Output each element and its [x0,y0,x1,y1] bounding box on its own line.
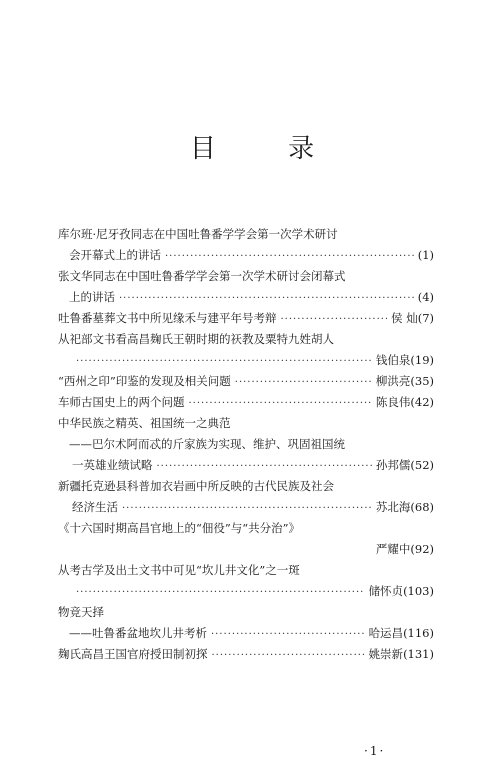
toc-entry-title: “西州之印”印鉴的发现及相关问题 [58,374,231,388]
toc-entry-title: 中华民族之精英、祖国统一之典范 [58,416,231,430]
toc-page-number: (1) [417,248,434,262]
toc-leader-dots [212,647,365,663]
toc-page-number: (103) [403,584,434,598]
toc-entry-title: 车师古国史上的两个问题 [58,395,185,409]
toc-author: 柳洪亮 [375,374,411,388]
toc-entry[interactable] [58,289,434,306]
toc-leader-dots [157,458,372,474]
toc-leader-dots [189,395,372,411]
toc-leader-dots [119,290,414,306]
toc-page-number: (42) [410,395,434,409]
toc-entry-title: 经济生活 [72,500,118,514]
toc-leader-dots [211,626,365,642]
toc-entry-title: 新疆托克逊县科普加衣岩画中所反映的古代民族及社会 [58,479,334,493]
toc-author: 储怀贞 [368,584,404,598]
toc-page-number: (68) [410,500,434,514]
toc-entry-title: 库尔班·尼牙孜同志在中国吐鲁番学学会第一次学术研讨 [58,227,338,241]
toc-leader-dots [165,248,414,264]
toc-leader-dots [235,374,372,390]
page-number: ·1· [364,744,386,758]
toc-leader-dots [76,584,365,600]
toc-author: 严耀中 [375,542,411,556]
toc-page-number: (4) [417,290,434,304]
toc-entry[interactable] [58,310,434,327]
toc-entry[interactable] [58,457,434,474]
toc-entry-title-line [58,226,434,243]
toc-entry-title: 物竞天择 [58,605,104,619]
toc-entry[interactable] [58,352,434,369]
toc-page-number: (116) [403,626,434,640]
toc-author: 陈良伟 [375,395,411,409]
toc-page-number: (131) [403,647,434,661]
toc-entry-title: 吐鲁番墓葬文书中所见缘禾与建平年号考辩 [58,311,277,325]
toc-page-number: (19) [410,353,434,367]
page-title: 目 录 [189,134,347,164]
toc-entry-title: 《十六国时期高昌官地上的“佃役”与“共分治”》 [58,521,301,535]
toc-entry-subtitle-line [58,436,434,453]
toc-entry[interactable] [58,625,434,642]
toc-entry[interactable] [58,373,434,390]
toc-author: 苏北海 [375,500,411,514]
toc-entry-title: 从祀部文书看高昌麹氏王朝时期的祆教及粟特九姓胡人 [58,332,334,346]
toc-entry-title-line [58,268,434,285]
table-of-contents [58,226,434,667]
toc-entry-title: 一英雄业绩试略 [72,458,153,472]
toc-entry-subtitle: ——巴尔术阿而忒的斤家族为实现、维护、巩固祖国统 [69,437,345,451]
toc-leader-dots [122,500,372,516]
toc-author: 孙邦儒 [375,458,411,472]
toc-entry-title: 麹氏高昌王国官府授田制初探 [58,647,208,661]
toc-author: 钱伯泉 [375,353,411,367]
toc-entry-title: 上的讲话 [69,290,115,304]
toc-author: 侯 灿 [391,311,418,325]
toc-entry-title: ——吐鲁番盆地坎儿井考析 [69,626,207,640]
toc-author: 哈运昌 [368,626,404,640]
toc-entry-title: 张文华同志在中国吐鲁番学学会第一次学术研讨会闭幕式 [58,269,346,283]
toc-entry[interactable] [58,646,434,663]
toc-entry[interactable] [58,247,434,264]
toc-entry-title-line [58,604,434,621]
toc-entry-title-line [58,478,434,495]
toc-entry-title-line [58,562,434,579]
toc-leader-dots [76,353,372,369]
toc-entry-title-line [58,331,434,348]
toc-entry[interactable] [58,541,434,558]
toc-entry-title: 会开幕式上的讲话 [69,248,161,262]
toc-leader-dots [281,311,388,327]
toc-page-number: (7) [417,311,434,325]
toc-page-number: (52) [410,458,434,472]
toc-entry-title-line [58,415,434,432]
toc-entry[interactable] [58,394,434,411]
toc-entry[interactable] [58,499,434,516]
toc-entry[interactable] [58,583,434,600]
toc-author: 姚崇新 [368,647,404,661]
toc-page-number: (92) [410,542,434,556]
toc-entry-title-line [58,520,434,537]
toc-page-number: (35) [410,374,434,388]
toc-entry-title: 从考古学及出土文书中可见“坎儿井文化”之一斑 [58,563,300,577]
